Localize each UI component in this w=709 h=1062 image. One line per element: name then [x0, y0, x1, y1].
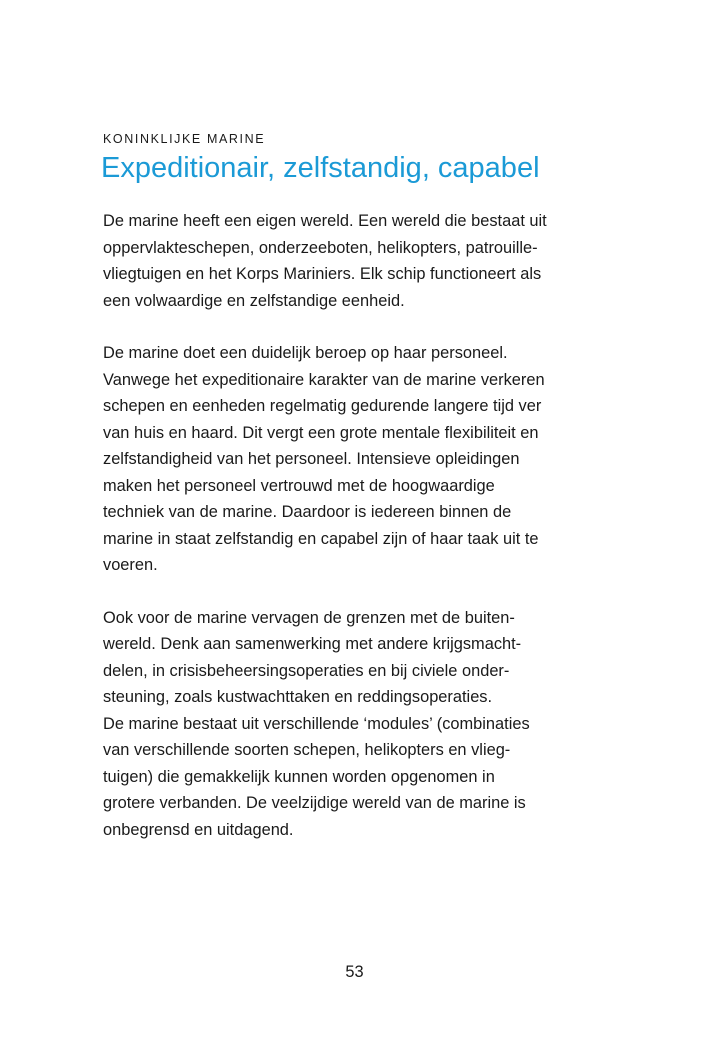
text-line: een volwaardige en zelfstandige eenheid. [103, 291, 405, 310]
text-line: steuning, zoals kustwachttaken en reddingsoperaties. [103, 688, 493, 706]
text-line: wereld. Denk aan samenwerking met andere krijgsmacht- [103, 635, 522, 653]
text-line: oppervlakteschepen, onderzeeboten, helikopters, patrouille- [103, 238, 538, 257]
text-line: vliegtuigen en het Korps Mariniers. Elk schip functioneert als [103, 265, 542, 283]
paragraph [103, 340, 623, 579]
text-line: Vanwege het expeditionaire karakter van de marine verkeren [103, 370, 545, 389]
text-line: van huis en haard. Dit vergt een grote mentale flexibiliteit en [103, 423, 539, 442]
text-line: techniek van de marine. Daardoor is iedereen binnen de [103, 503, 512, 521]
text-line: schepen en eenheden regelmatig gedurende langere tijd ver [103, 397, 542, 415]
page-title: Expeditionair, zelfstandig, capabel [101, 152, 540, 184]
text-line: tuigen) die gemakkelijk kunnen worden opgenomen in [103, 767, 495, 786]
text-line: onbegrensd en uitdagend. [103, 820, 294, 839]
text-line: De marine bestaat uit verschillende ‘modules’ (combinaties [103, 714, 530, 733]
text-line: De marine doet een duidelijk beroep op haar personeel. [103, 344, 508, 362]
text-line: maken het personeel vertrouwd met de hoogwaardige [103, 476, 495, 495]
text-line: voeren. [103, 556, 158, 574]
text-line: marine in staat zelfstandig en capabel zijn of haar taak uit te [103, 529, 539, 548]
text-line: De marine heeft een eigen wereld. Een wereld die bestaat uit [103, 212, 547, 230]
paragraph [103, 208, 623, 314]
text-line: Ook voor de marine vervagen de grenzen met de buiten- [103, 608, 515, 627]
body-text [103, 208, 623, 869]
text-line: delen, in crisisbeheersingsoperaties en bij civiele onder- [103, 661, 510, 680]
section-kicker: KONINKLIJKE MARINE [103, 132, 266, 146]
text-line: van verschillende soorten schepen, helikopters en vlieg- [103, 741, 511, 759]
page-number: 53 [345, 963, 364, 981]
paragraph [103, 605, 623, 844]
text-line: zelfstandigheid van het personeel. Intensieve opleidingen [103, 450, 520, 468]
text-line: grotere verbanden. De veelzijdige wereld van de marine is [103, 794, 526, 812]
